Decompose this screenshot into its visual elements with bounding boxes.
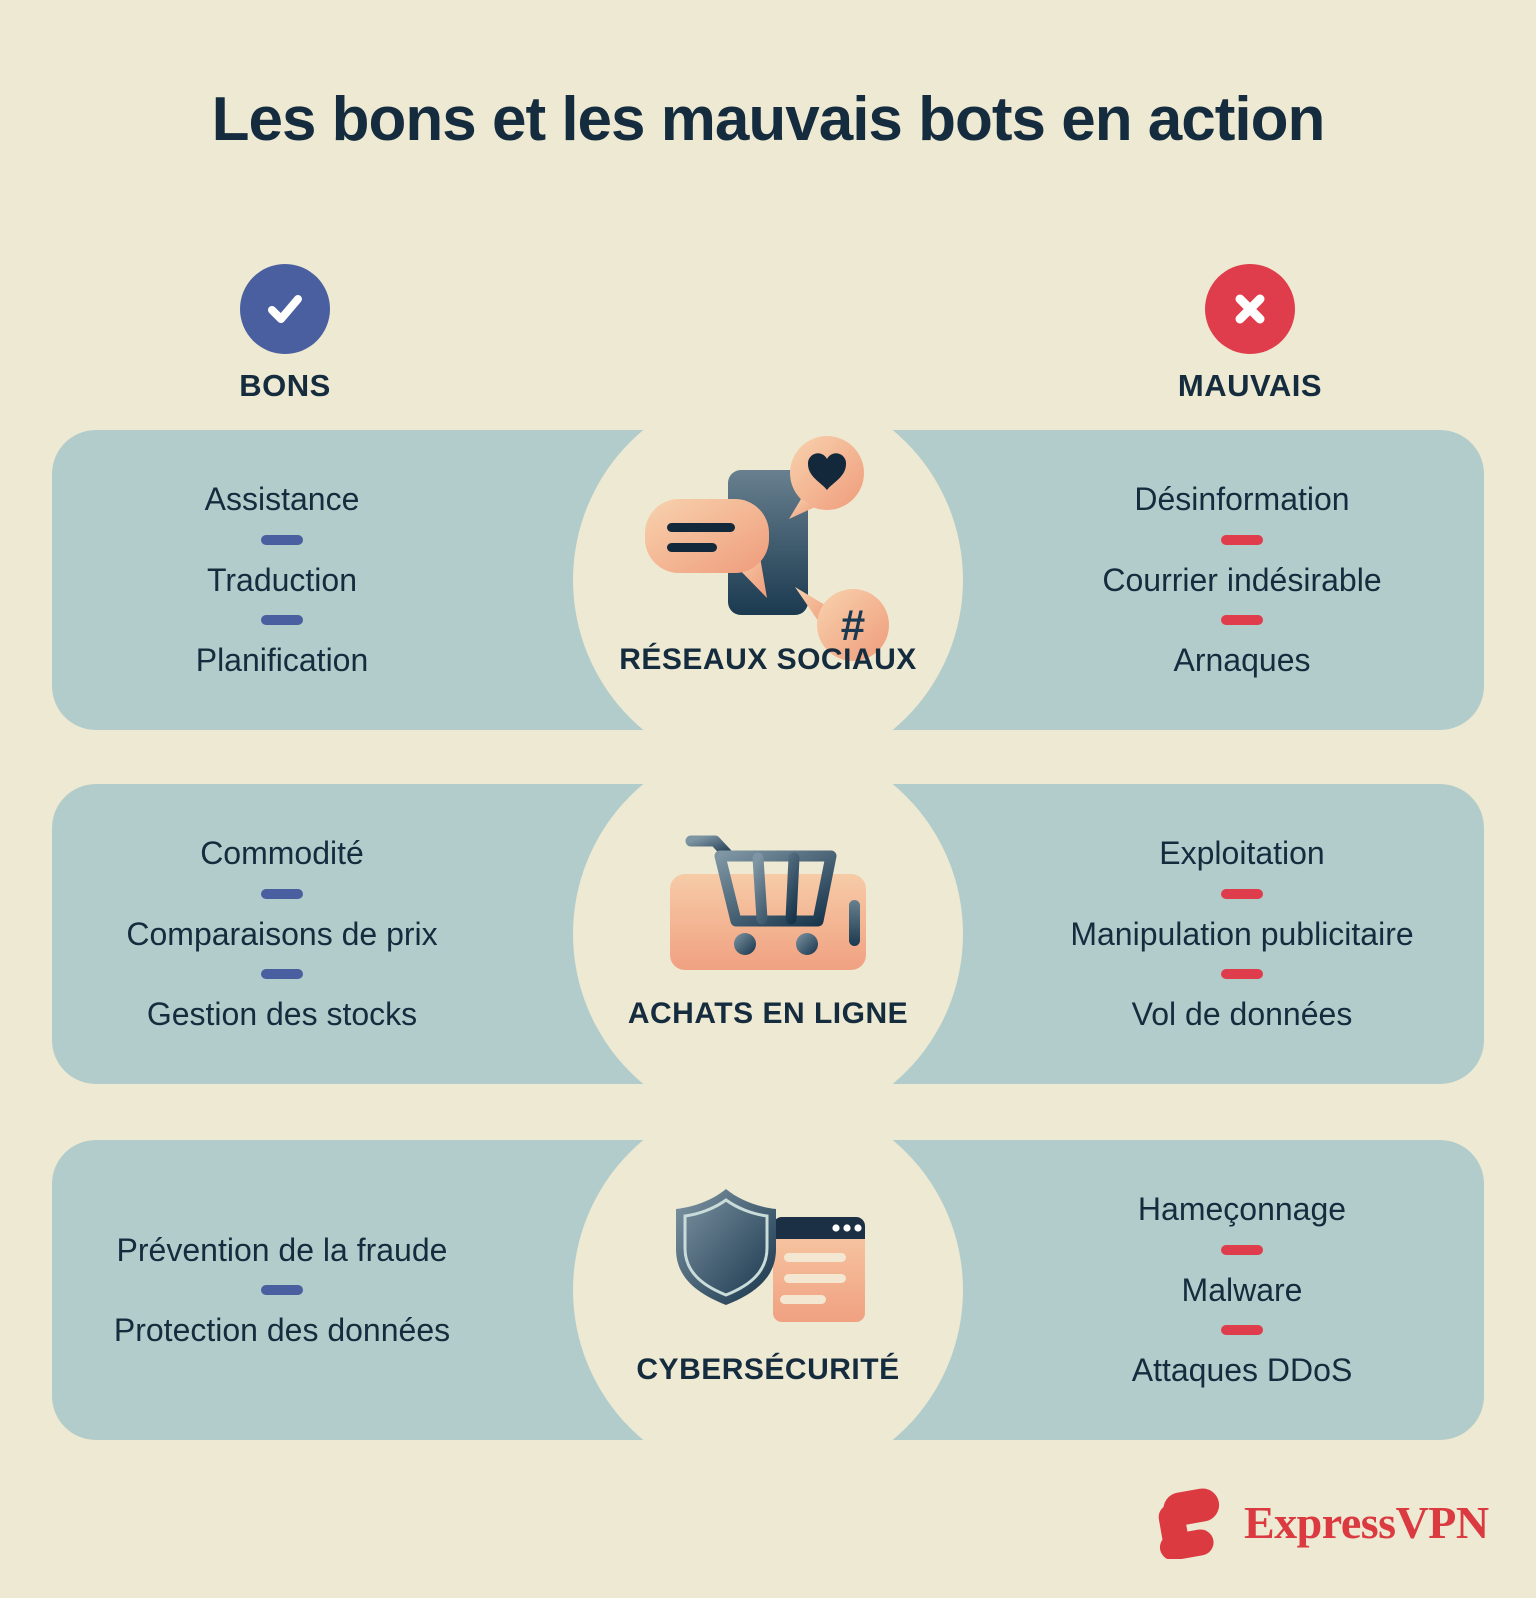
category-circle: [573, 385, 963, 775]
good-item: Planification: [195, 642, 369, 679]
bad-items: [1010, 784, 1474, 1084]
page-title: Les bons et les mauvais bots en action: [211, 85, 1325, 154]
good-item: Traduction: [207, 561, 357, 598]
x-icon: [1205, 264, 1295, 354]
separator-dash: [261, 615, 303, 625]
separator-dash: [261, 969, 303, 979]
category-circle: [573, 1095, 963, 1485]
separator-dash: [1221, 889, 1263, 899]
separator-dash: [1221, 1245, 1263, 1255]
bad-item: Courrier indésirable: [1102, 561, 1382, 598]
category-circle: [573, 739, 963, 1129]
good-items: [52, 430, 512, 730]
bad-items: [1010, 1140, 1474, 1440]
separator-dash: [1221, 535, 1263, 545]
row-cybersecurity: [0, 1140, 1536, 1440]
good-item: Prévention de la fraude: [116, 1231, 448, 1268]
good-column-header: [185, 264, 385, 404]
social-media-icon: [643, 435, 893, 663]
separator-dash: [261, 1285, 303, 1295]
good-items: [52, 1140, 512, 1440]
bad-item: Désinformation: [1134, 481, 1350, 518]
bad-item: Malware: [1181, 1271, 1303, 1308]
bad-items: [1010, 430, 1474, 730]
good-item: Comparaisons de prix: [126, 915, 438, 952]
good-items: [52, 784, 512, 1084]
brand-logo: [1150, 1487, 1489, 1559]
bad-column-header: [1150, 264, 1350, 404]
brand-wordmark: ExpressVPN: [1244, 1497, 1489, 1548]
separator-dash: [1221, 615, 1263, 625]
good-column-label: BONS: [239, 368, 331, 403]
expressvpn-logo-icon: [1150, 1487, 1230, 1559]
bad-item: Exploitation: [1159, 835, 1325, 872]
separator-dash: [261, 889, 303, 899]
bad-item: Attaques DDoS: [1131, 1352, 1353, 1389]
category-label: CYBERSÉCURITÉ: [636, 1353, 900, 1386]
svg-text:#: #: [840, 601, 866, 650]
separator-dash: [261, 535, 303, 545]
row-online-shopping: [0, 784, 1536, 1084]
good-item: Protection des données: [113, 1312, 451, 1348]
category-label: ACHATS EN LIGNE: [627, 997, 909, 1030]
shopping-cart-icon: [663, 834, 873, 984]
good-item: Commodité: [200, 835, 364, 872]
bad-column-label: MAUVAIS: [1177, 368, 1323, 403]
row-social-media: [0, 430, 1536, 730]
good-item: Gestion des stocks: [146, 996, 418, 1033]
category-label: RÉSEAUX SOCIAUX: [619, 643, 917, 676]
separator-dash: [1221, 1325, 1263, 1335]
bad-item: Vol de données: [1131, 996, 1353, 1033]
good-item: Assistance: [204, 481, 360, 518]
separator-dash: [1221, 969, 1263, 979]
bad-item: Arnaques: [1173, 642, 1311, 679]
shield-browser-icon: [668, 1187, 868, 1327]
check-icon: [240, 264, 330, 354]
bad-item: Manipulation publicitaire: [1070, 915, 1414, 952]
bad-item: Hameçonnage: [1137, 1191, 1347, 1228]
